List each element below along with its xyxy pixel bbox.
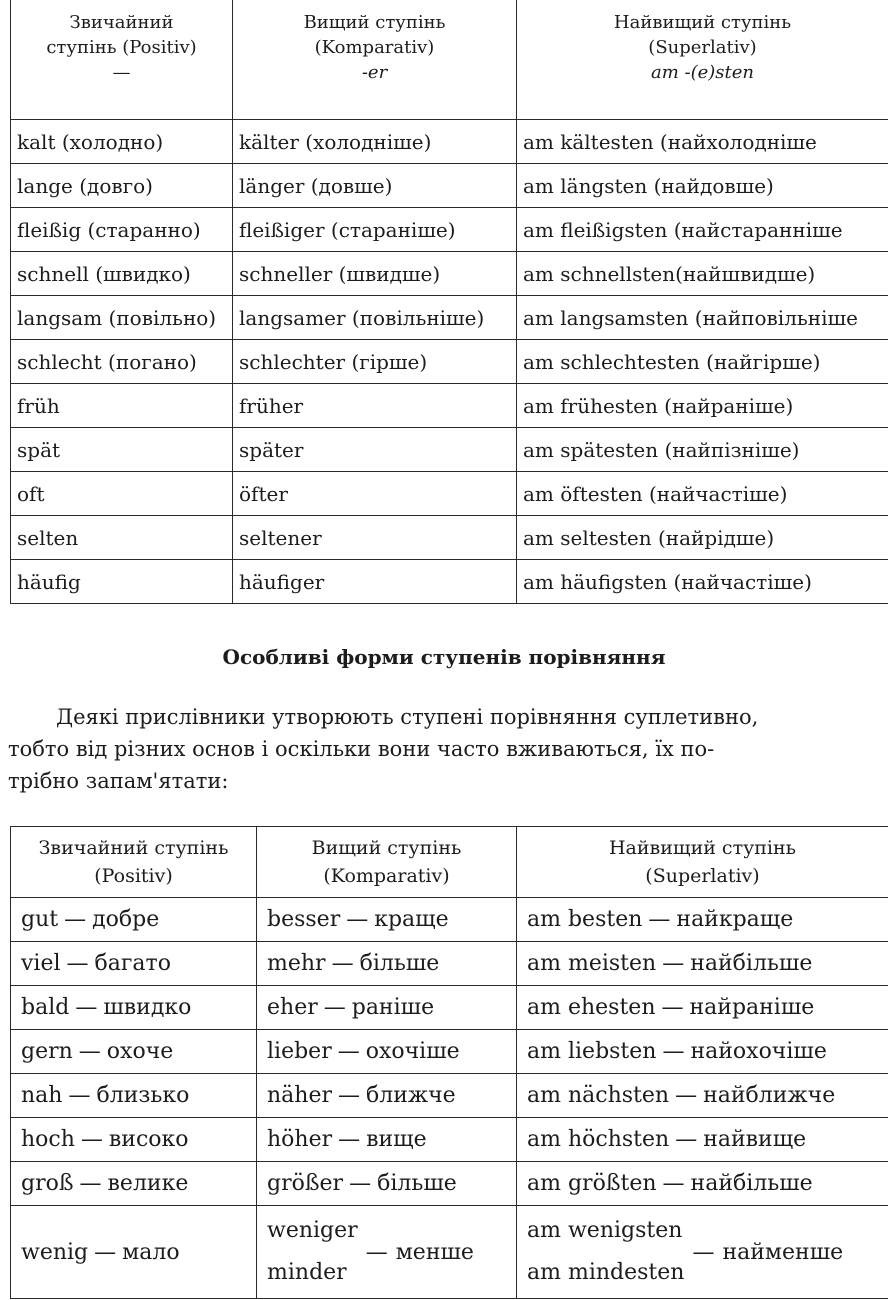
word-form: am meisten xyxy=(527,951,657,976)
superlativ-cell xyxy=(517,1206,888,1299)
header-line: (Komparativ) xyxy=(323,865,450,887)
word-translation: менше xyxy=(395,1239,474,1265)
word-form: bald xyxy=(21,995,70,1020)
word-form: am größten xyxy=(527,1171,657,1196)
positiv-cell: langsam (повільно) xyxy=(11,296,233,340)
dash-separator: — xyxy=(662,951,685,976)
superlativ-cell: am spätesten (найпізніше) xyxy=(517,428,888,472)
positiv-cell xyxy=(11,1162,257,1206)
dash-separator: — xyxy=(66,951,89,976)
dash-separator: — xyxy=(661,995,684,1020)
word-translation: охочіше xyxy=(365,1039,460,1064)
word-form: am ehesten xyxy=(527,995,656,1020)
word-form: hoch xyxy=(21,1127,75,1152)
table-row xyxy=(11,942,888,986)
header-superlativ xyxy=(517,827,888,898)
komparativ-cell: früher xyxy=(233,384,517,428)
word-translation: найраніше xyxy=(689,995,815,1020)
dash-separator: — xyxy=(692,1239,715,1265)
word-translation: найменше xyxy=(722,1239,844,1265)
dash-separator: — xyxy=(338,1127,361,1152)
positiv-cell: fleißig (старанно) xyxy=(11,208,233,252)
dash-separator: — xyxy=(337,1039,360,1064)
superlativ-cell: am frühesten (найраніше) xyxy=(517,384,888,428)
stacked-forms xyxy=(267,1210,474,1294)
header-line: Звичайний xyxy=(69,12,174,33)
superlativ-cell xyxy=(517,942,888,986)
word-translation: багато xyxy=(94,951,171,976)
table-row xyxy=(11,120,888,164)
superlativ-cell xyxy=(517,1118,888,1162)
dash-separator: — xyxy=(68,1083,91,1108)
word-form: am besten xyxy=(527,907,643,932)
table-row xyxy=(11,1206,888,1299)
header-line: — xyxy=(112,62,131,83)
header-komparativ xyxy=(233,0,517,120)
paragraph-line: Деякі прислівники утворюють ступені порівняння суплетивно, xyxy=(56,705,759,729)
superlativ-cell: am langsamsten (найповільніше xyxy=(517,296,888,340)
dash-separator: — xyxy=(79,1171,102,1196)
positiv-cell: spät xyxy=(11,428,233,472)
word-translation: близько xyxy=(96,1083,190,1108)
dash-separator: — xyxy=(648,907,671,932)
superlativ-cell: am häufigsten (найчастіше) xyxy=(517,560,888,604)
comparison-table-irregular xyxy=(10,826,888,1299)
word-translation: більше xyxy=(359,951,440,976)
word-form: besser xyxy=(267,907,341,932)
komparativ-cell xyxy=(257,898,517,942)
positiv-cell: selten xyxy=(11,516,233,560)
word-form: am mindesten xyxy=(527,1260,685,1285)
word-translation: ближче xyxy=(366,1083,456,1108)
superlativ-cell: am kältesten (найхолодніше xyxy=(517,120,888,164)
komparativ-cell: seltener xyxy=(233,516,517,560)
komparativ-cell: kälter (холодніше) xyxy=(233,120,517,164)
header-line: (Komparativ) xyxy=(314,37,435,58)
table-header-row xyxy=(11,827,888,898)
header-line: Вищий ступінь xyxy=(311,837,462,859)
word-translation: найбільше xyxy=(690,951,813,976)
word-translation: велике xyxy=(107,1171,189,1196)
word-form: minder xyxy=(267,1260,347,1285)
word-form: groß xyxy=(21,1171,74,1196)
dash-separator: — xyxy=(323,995,346,1020)
positiv-cell xyxy=(11,986,257,1030)
word-form: viel xyxy=(21,951,61,976)
header-line: Звичайний ступінь xyxy=(38,837,229,859)
komparativ-cell xyxy=(257,1074,517,1118)
table-row xyxy=(11,252,888,296)
positiv-cell: oft xyxy=(11,472,233,516)
word-form: weniger xyxy=(267,1218,358,1243)
word-translation: найвище xyxy=(703,1127,807,1152)
positiv-cell xyxy=(11,1206,257,1299)
word-form: am nächsten xyxy=(527,1083,670,1108)
forms-column xyxy=(267,1210,358,1294)
header-komparativ xyxy=(257,827,517,898)
table-row xyxy=(11,296,888,340)
superlativ-cell: am seltesten (найрідше) xyxy=(517,516,888,560)
intro-paragraph xyxy=(8,701,888,797)
superlativ-cell: am öftesten (найчастіше) xyxy=(517,472,888,516)
komparativ-cell: schlechter (гірше) xyxy=(233,340,517,384)
table-header-row xyxy=(11,0,888,120)
word-translation: найохочіше xyxy=(690,1039,827,1064)
dash-separator: — xyxy=(338,1083,360,1108)
header-suffix: -er xyxy=(361,62,388,83)
table-row xyxy=(11,560,888,604)
positiv-cell: lange (довго) xyxy=(11,164,233,208)
komparativ-cell: häufiger xyxy=(233,560,517,604)
komparativ-cell: länger (довше) xyxy=(233,164,517,208)
header-superlativ xyxy=(517,0,888,120)
superlativ-cell xyxy=(517,986,888,1030)
word-form: am wenigsten xyxy=(527,1218,683,1243)
word-translation: швидко xyxy=(103,995,192,1020)
positiv-cell xyxy=(11,898,257,942)
section-heading: Особливі форми ступенів порівняння xyxy=(222,645,666,669)
paragraph-line: трібно запам'ятати: xyxy=(8,769,229,793)
dash-separator: — xyxy=(94,1239,117,1265)
positiv-cell: schnell (швидко) xyxy=(11,252,233,296)
word-form: nah xyxy=(21,1083,63,1108)
dash-separator: — xyxy=(349,1171,372,1196)
header-line: (Positiv) xyxy=(94,865,173,887)
word-form: wenig xyxy=(21,1239,89,1265)
table-row xyxy=(11,1118,888,1162)
positiv-cell xyxy=(11,1030,257,1074)
positiv-cell: kalt (холодно) xyxy=(11,120,233,164)
dash-separator: — xyxy=(346,907,369,932)
word-translation: найближче xyxy=(703,1083,836,1108)
komparativ-cell xyxy=(257,1118,517,1162)
word-form: größer xyxy=(267,1171,344,1196)
komparativ-cell xyxy=(257,986,517,1030)
table-row xyxy=(11,1162,888,1206)
dash-separator: — xyxy=(64,907,87,932)
positiv-cell: häufig xyxy=(11,560,233,604)
word-translation: мало xyxy=(122,1239,180,1265)
superlativ-cell: am längsten (найдовше) xyxy=(517,164,888,208)
word-translation: охоче xyxy=(106,1039,174,1064)
komparativ-cell xyxy=(257,1206,517,1299)
word-form: näher xyxy=(267,1083,332,1108)
table-row xyxy=(11,208,888,252)
positiv-cell: schlecht (погано) xyxy=(11,340,233,384)
superlativ-cell xyxy=(517,898,888,942)
header-line: Вищий ступінь xyxy=(303,12,446,33)
header-line: (Superlativ) xyxy=(648,37,757,58)
komparativ-cell: fleißiger (стараніше) xyxy=(233,208,517,252)
word-form: lieber xyxy=(267,1039,332,1064)
dash-separator: — xyxy=(78,1039,101,1064)
word-translation: раніше xyxy=(351,995,435,1020)
header-line: Найвищий ступінь xyxy=(608,837,797,859)
word-form: eher xyxy=(267,995,318,1020)
positiv-cell: früh xyxy=(11,384,233,428)
dash-separator: — xyxy=(80,1127,103,1152)
stacked-forms xyxy=(527,1210,843,1294)
word-translation: краще xyxy=(374,907,449,932)
dash-separator: — xyxy=(675,1127,698,1152)
komparativ-cell xyxy=(257,1030,517,1074)
word-translation: добре xyxy=(92,907,160,932)
header-line: Найвищий ступінь xyxy=(613,12,792,33)
word-translation: вище xyxy=(366,1127,427,1152)
superlativ-cell: am schnellsten(найшвидше) xyxy=(517,252,888,296)
komparativ-cell: öfter xyxy=(233,472,517,516)
komparativ-cell xyxy=(257,1162,517,1206)
header-positiv xyxy=(11,827,257,898)
header-positiv xyxy=(11,0,233,120)
dash-separator: — xyxy=(75,995,98,1020)
table-row xyxy=(11,898,888,942)
dash-separator: — xyxy=(331,951,354,976)
word-form: gern xyxy=(21,1039,73,1064)
komparativ-cell: schneller (швидше) xyxy=(233,252,517,296)
table-row xyxy=(11,1030,888,1074)
word-form: höher xyxy=(267,1127,333,1152)
table-row xyxy=(11,340,888,384)
word-form: gut xyxy=(21,907,59,932)
table-row xyxy=(11,516,888,560)
superlativ-cell: am schlechtesten (найгірше) xyxy=(517,340,888,384)
superlativ-cell: am fleißigsten (найстаранніше xyxy=(517,208,888,252)
word-form: am höchsten xyxy=(527,1127,670,1152)
word-translation: найкраще xyxy=(676,907,794,932)
table-row xyxy=(11,472,888,516)
word-translation: високо xyxy=(108,1127,189,1152)
forms-column xyxy=(527,1210,684,1294)
header-line: (Superlativ) xyxy=(645,865,760,887)
superlativ-cell xyxy=(517,1030,888,1074)
word-translation: найбільше xyxy=(690,1171,813,1196)
dash-separator: — xyxy=(365,1239,388,1265)
positiv-cell xyxy=(11,1074,257,1118)
table-row xyxy=(11,1074,888,1118)
table-row xyxy=(11,428,888,472)
table-row xyxy=(11,384,888,428)
word-form: am liebsten xyxy=(527,1039,657,1064)
header-line: ступінь (Positiv) xyxy=(46,37,197,58)
dash-separator: — xyxy=(662,1039,685,1064)
komparativ-cell: langsamer (повільніше) xyxy=(233,296,517,340)
header-suffix: am -(e)sten xyxy=(650,62,755,83)
dash-separator: — xyxy=(675,1083,698,1108)
dash-separator: — xyxy=(662,1171,685,1196)
positiv-cell xyxy=(11,942,257,986)
comparison-table-regular xyxy=(10,0,888,604)
superlativ-cell xyxy=(517,1162,888,1206)
superlativ-cell xyxy=(517,1074,888,1118)
positiv-cell xyxy=(11,1118,257,1162)
table-row xyxy=(11,164,888,208)
paragraph-line: тобто від різних основ і оскільки вони часто вживаються, їх по- xyxy=(8,737,715,761)
word-translation: більше xyxy=(377,1171,457,1196)
komparativ-cell xyxy=(257,942,517,986)
word-form: mehr xyxy=(267,951,326,976)
komparativ-cell: später xyxy=(233,428,517,472)
table-row xyxy=(11,986,888,1030)
